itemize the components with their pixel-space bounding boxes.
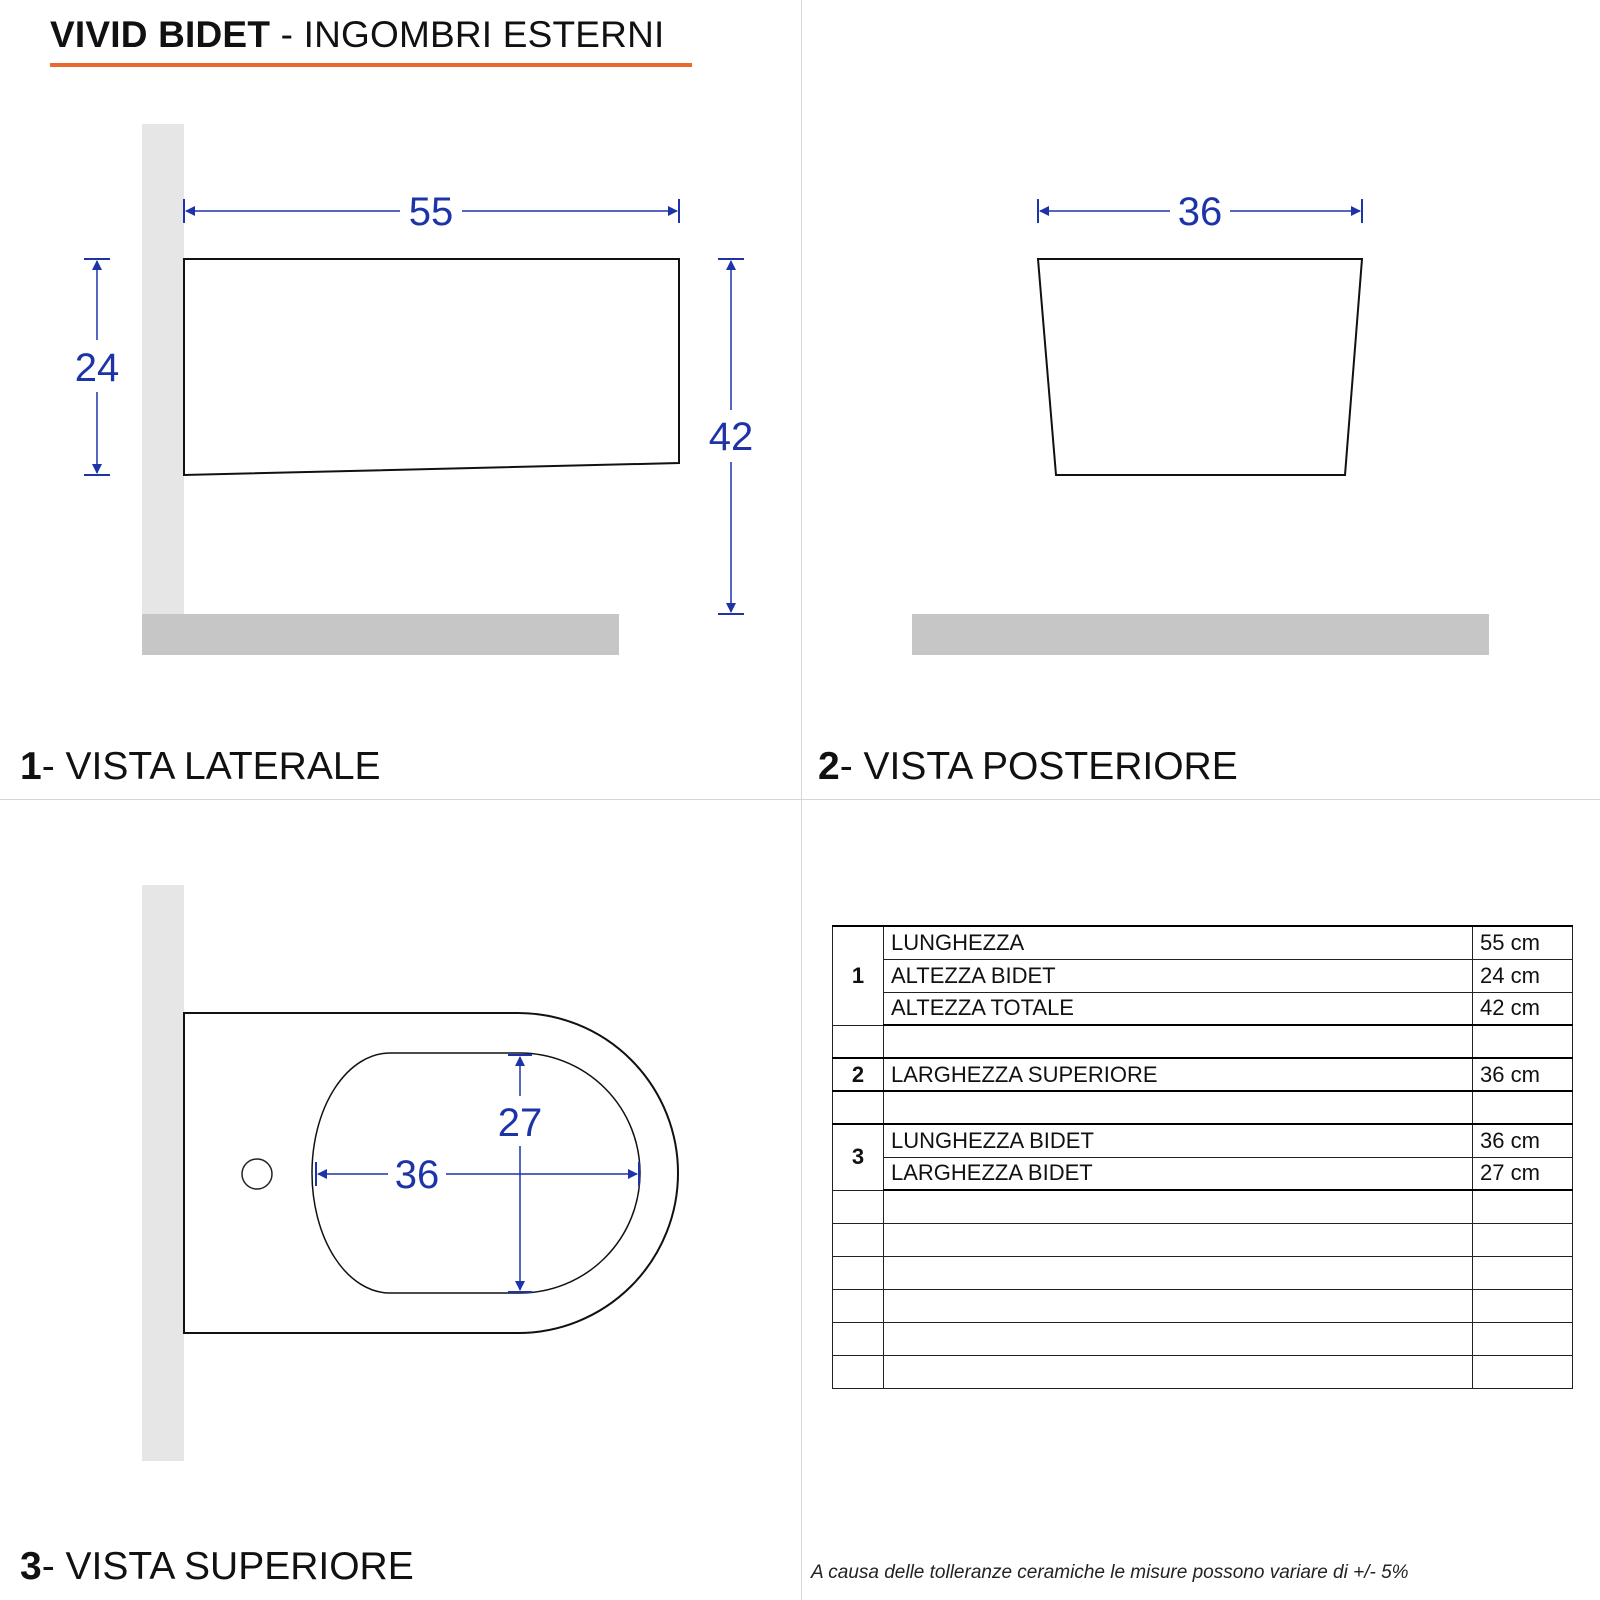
tolerance-note: A causa delle tolleranze ceramiche le misure possono variare di +/- 5% [811,1562,1409,1583]
table-cell-value: 42 cm [1473,992,1573,1025]
table-row-empty [833,1289,1573,1322]
view-label-side-text: - VISTA LATERALE [41,745,381,788]
table-row [833,992,1573,1025]
title-product: VIVID BIDET [50,14,271,55]
back-view-bidet-outline [1038,259,1362,475]
dimension-side-bidet-height [75,259,120,475]
view-label-side [20,745,381,789]
view-label-back-number: 2 [818,745,840,788]
table-row [833,1058,1573,1091]
back-view-floor [912,614,1489,655]
table-group-number: 2 [833,1058,884,1091]
dimension-side-total-height-label: 42 [708,415,754,459]
table-row-empty [833,1190,1573,1223]
view-label-top-text: - VISTA SUPERIORE [41,1545,414,1588]
top-view-tap-hole [242,1159,272,1189]
dimension-top-width-label: 27 [497,1101,543,1145]
top-view [142,885,678,1461]
table-row-empty [833,1322,1573,1355]
table-cell-label: LUNGHEZZA BIDET [884,1124,1473,1157]
view-label-top [20,1545,414,1589]
table-row [833,959,1573,992]
table-cell-value: 36 cm [1473,1124,1573,1157]
table-row [833,1124,1573,1157]
side-view-floor [142,614,619,655]
table-cell-value: 36 cm [1473,1058,1573,1091]
dimension-back-width [1038,190,1362,234]
back-view [912,190,1489,655]
dimension-back-width-label: 36 [1177,190,1223,234]
dimension-side-length-label: 55 [408,190,454,234]
table-cell-value: 24 cm [1473,959,1573,992]
side-view-wall [142,124,184,614]
table-cell-label: LUNGHEZZA [884,926,1473,959]
table-cell-label: LARGHEZZA SUPERIORE [884,1058,1473,1091]
table-cell-value: 27 cm [1473,1157,1573,1190]
table-cell-value: 55 cm [1473,926,1573,959]
table-row [833,1157,1573,1190]
top-view-wall [142,885,184,1461]
table-group-number: 3 [833,1124,884,1190]
view-label-back [818,745,1238,789]
table-row-empty [833,1256,1573,1289]
table-cell-label: LARGHEZZA BIDET [884,1157,1473,1190]
dimension-side-bidet-height-label: 24 [74,346,120,390]
table-row-empty [833,1091,1573,1124]
dimension-side-total-height [709,259,754,614]
table-cell-label: ALTEZZA TOTALE [884,992,1473,1025]
table-row-empty [833,1223,1573,1256]
table-row-empty [833,1025,1573,1058]
table-row [833,926,1573,959]
title-subtitle: - INGOMBRI ESTERNI [280,14,665,55]
side-view [75,124,754,655]
table-group-number: 1 [833,926,884,1025]
dimension-side-length [184,190,679,234]
view-label-back-text: - VISTA POSTERIORE [839,745,1238,788]
dimensions-table [832,925,1573,1389]
table-row-empty [833,1355,1573,1388]
view-label-side-number: 1 [20,745,42,788]
side-view-bidet-outline [184,259,679,475]
table-cell-label: ALTEZZA BIDET [884,959,1473,992]
dimension-top-length-label: 36 [394,1153,440,1197]
view-label-top-number: 3 [20,1545,42,1588]
